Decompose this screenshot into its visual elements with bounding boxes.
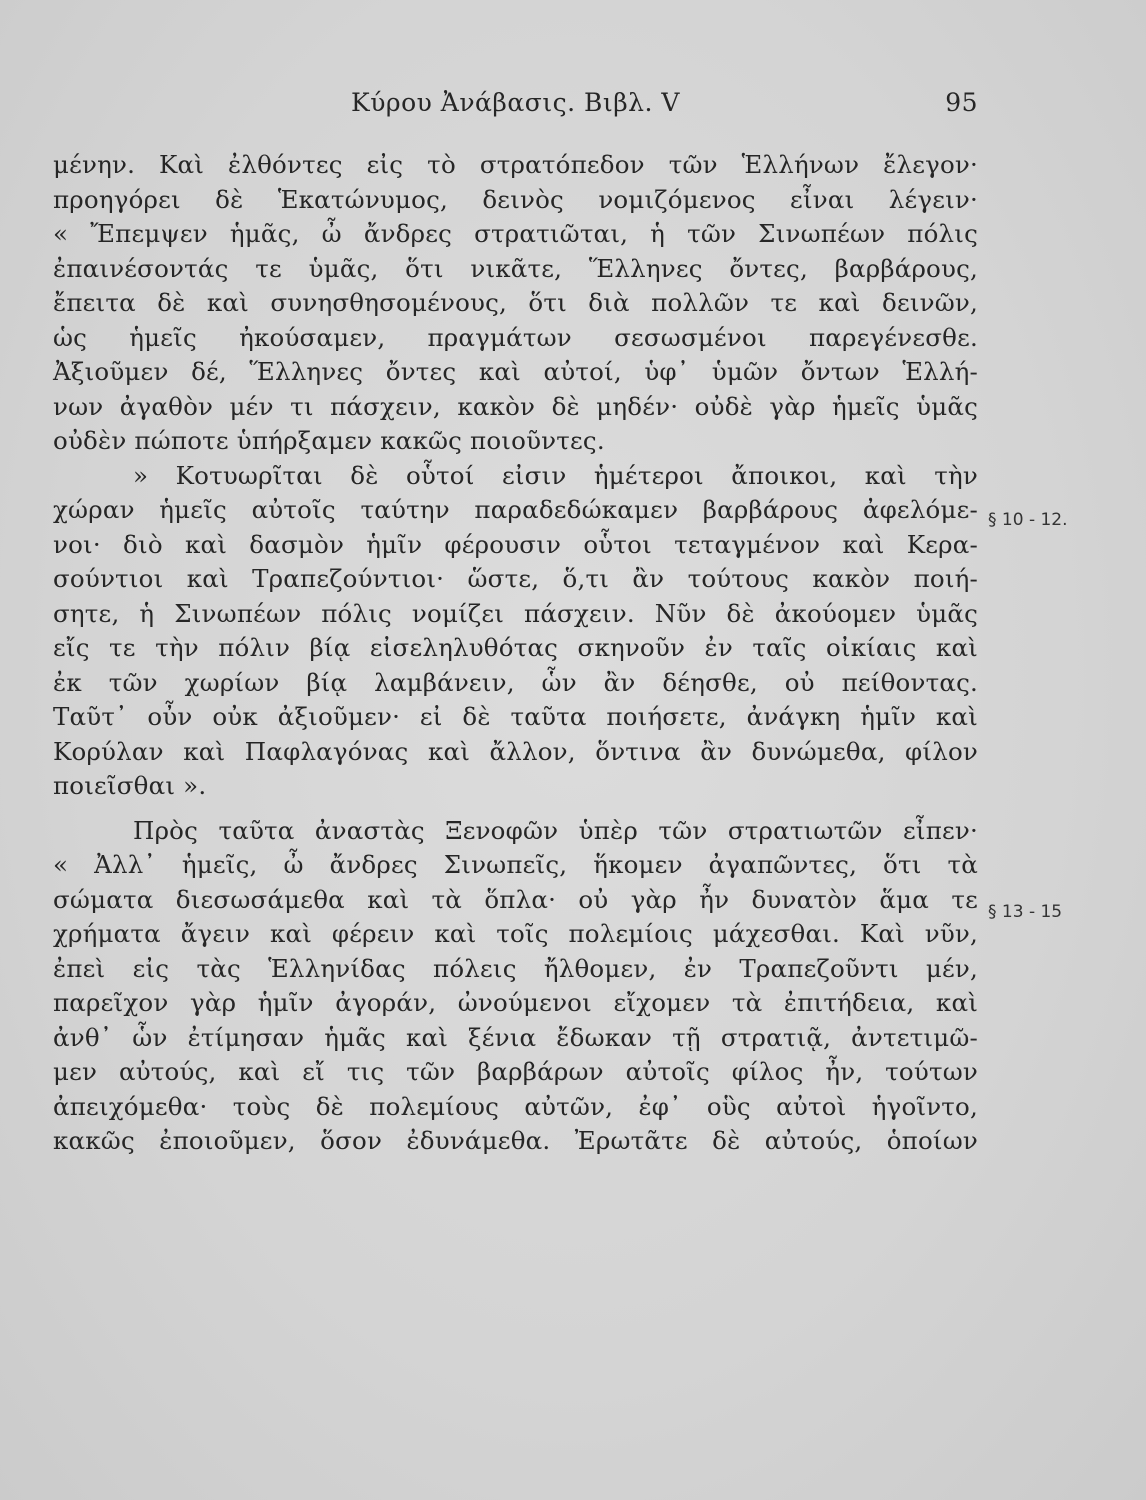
text-line: « Ἔπεμψεν ἡμᾶς, ὦ ἄνδρες στρατιῶται, ἡ τῶν Σινωπέων πόλις bbox=[53, 219, 978, 248]
text-line: Ταῦτ᾽ οὖν οὐκ ἀξιοῦμεν· εἰ δὲ ταῦτα ποιήσετε, ἀνάγκη ἡμῖν καὶ bbox=[53, 702, 978, 731]
text-line: ἀνθ᾽ ὧν ἐτίμησαν ἡμᾶς καὶ ξένια ἔδωκαν τῇ στρατιᾷ, ἀντετιμῶ- bbox=[53, 1022, 978, 1052]
text-line: εἴς τε τὴν πόλιν βίᾳ εἰσεληλυθότας σκηνοῦν ἐν ταῖς οἰκίαις καὶ bbox=[53, 633, 978, 662]
page-title: Κύρου Ἀνάβασις. Βιβλ. V bbox=[351, 88, 680, 117]
section-marker: § 10 - 12. bbox=[988, 510, 1068, 530]
text-line: » Κοτυωρῖται δὲ οὗτοί εἰσιν ἡμέτεροι ἄποικοι, καὶ τὴν bbox=[133, 460, 978, 490]
text-line: σούντιοι καὶ Τραπεζούντιοι· ὥστε, ὅ,τι ἂν τούτους κακὸν ποιή- bbox=[53, 564, 978, 593]
text-line: μεν αὐτούς, καὶ εἴ τις τῶν βαρβάρων αὐτοῖς φίλος ἦν, τούτων bbox=[53, 1057, 978, 1086]
text-line: ἐκ τῶν χωρίων βίᾳ λαμβάνειν, ὧν ἂν δέησθε, οὐ πείθοντας. bbox=[53, 667, 978, 697]
section-marker: § 13 - 15 bbox=[988, 902, 1063, 922]
text-line: « Ἀλλ᾽ ἡμεῖς, ὦ ἄνδρες Σινωπεῖς, ἥκομεν ἀγαπῶντες, ὅτι τὰ bbox=[53, 850, 978, 879]
text-line: ἐπεὶ εἰς τὰς Ἑλληνίδας πόλεις ἤλθομεν, ἐν Τραπεζοῦντι μέν, bbox=[53, 953, 978, 983]
page-number: 95 bbox=[945, 88, 978, 117]
text-line: κακῶς ἐποιοῦμεν, ὅσον ἐδυνάμεθα. Ἐρωτᾶτε δὲ αὐτούς, ὁποίων bbox=[53, 1126, 978, 1155]
text-line: ἀπειχόμεθα· τοὺς δὲ πολεμίους αὐτῶν, ἐφ᾽ οὓς αὐτοὶ ἡγοῖντο, bbox=[53, 1091, 978, 1121]
text-line: ὡς ἡμεῖς ἠκούσαμεν, πραγμάτων σεσωσμένοι παρεγένεσθε. bbox=[53, 322, 978, 352]
text-line: νοι· διὸ καὶ δασμὸν ἡμῖν φέρουσιν οὗτοι τεταγμένον καὶ Κερα- bbox=[53, 529, 978, 559]
text-line: προηγόρει δὲ Ἑκατώνυμος, δεινὸς νομιζόμενος εἶναι λέγειν· bbox=[53, 184, 978, 214]
text-line: οὐδὲν πώποτε ὑπήρξαμεν κακῶς ποιοῦντες. bbox=[53, 426, 605, 455]
text-line: ἔπειτα δὲ καὶ συνησθησομένους, ὅτι διὰ πολλῶν τε καὶ δεινῶν, bbox=[53, 288, 978, 317]
text-line: ποιεῖσθαι ». bbox=[53, 771, 207, 800]
text-line: παρεῖχον γὰρ ἡμῖν ἀγοράν, ὠνούμενοι εἴχομεν τὰ ἐπιτήδεια, καὶ bbox=[53, 988, 978, 1017]
text-line: χρήματα ἄγειν καὶ φέρειν καὶ τοῖς πολεμίοις μάχεσθαι. Καὶ νῦν, bbox=[53, 919, 978, 948]
text-line: νων ἀγαθὸν μέν τι πάσχειν, κακὸν δὲ μηδέν· οὐδὲ γὰρ ἡμεῖς ὑμᾶς bbox=[53, 391, 978, 421]
text-line: Κορύλαν καὶ Παφλαγόνας καὶ ἄλλον, ὅντινα ἂν δυνώμεθα, φίλον bbox=[53, 736, 978, 766]
text-line: Ἀξιοῦμεν δέ, Ἕλληνες ὄντες καὶ αὐτοί, ὑφ᾽ ὑμῶν ὄντων Ἑλλή- bbox=[53, 357, 978, 386]
text-line: σητε, ἡ Σινωπέων πόλις νομίζει πάσχειν. Νῦν δὲ ἀκούομεν ὑμᾶς bbox=[53, 598, 978, 628]
text-line: σώματα διεσωσάμεθα καὶ τὰ ὅπλα· οὐ γὰρ ἦν δυνατὸν ἅμα τε bbox=[53, 884, 978, 914]
body-text bbox=[53, 148, 978, 1159]
running-head bbox=[53, 88, 978, 128]
text-line: Πρὸς ταῦτα ἀναστὰς Ξενοφῶν ὑπὲρ τῶν στρατιωτῶν εἶπεν· bbox=[133, 815, 978, 845]
paragraph-gap bbox=[53, 804, 978, 814]
text-line: ἐπαινέσοντάς τε ὑμᾶς, ὅτι νικᾶτε, Ἕλληνες ὄντες, βαρβάρους, bbox=[53, 253, 978, 283]
text-line: χώραν ἡμεῖς αὐτοῖς ταύτην παραδεδώκαμεν βαρβάρους ἀφελόμε- bbox=[53, 495, 978, 524]
text-line: μένην. Καὶ ἐλθόντες εἰς τὸ στρατόπεδον τῶν Ἑλλήνων ἔλεγον· bbox=[53, 150, 978, 179]
